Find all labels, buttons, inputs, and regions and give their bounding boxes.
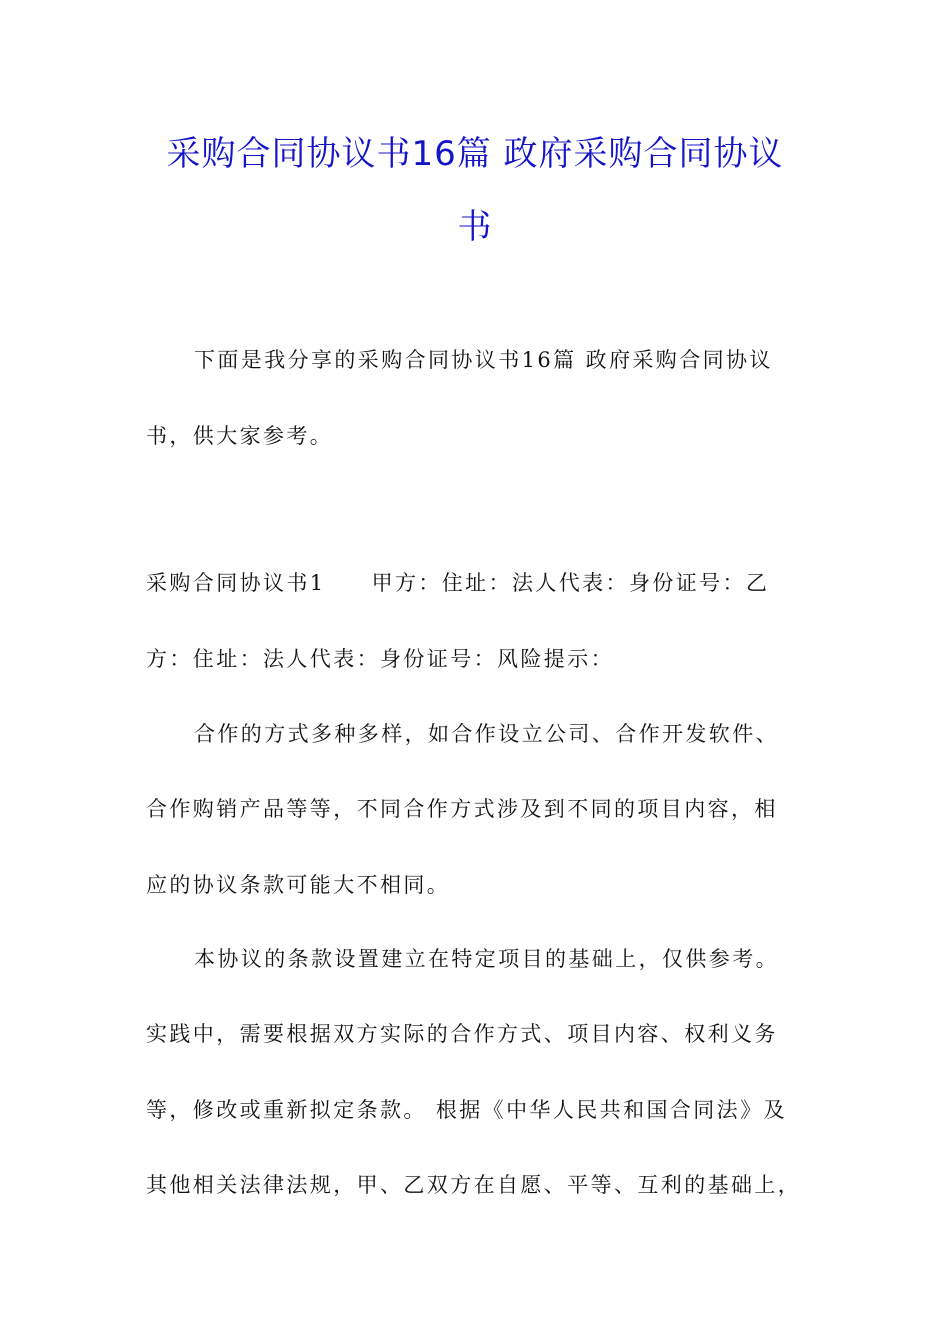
paragraph-2-line-2: 实践中，需要根据双方实际的合作方式、项目内容、权利义务	[146, 1022, 778, 1046]
parties-line-1: 甲方：住址：法人代表：身份证号：乙	[371, 571, 770, 595]
paragraph-1-line-3: 应的协议条款可能大不相同。	[146, 873, 451, 897]
document-title-line-1: 采购合同协议书16篇 政府采购合同协议	[166, 134, 784, 174]
document-title-line-2: 书	[457, 207, 493, 247]
section-heading: 采购合同协议书1	[146, 571, 326, 595]
paragraph-2-line-4: 其他相关法律法规，甲、乙双方在自愿、平等、互利的基础上，	[146, 1173, 802, 1197]
intro-line-2: 书，供大家参考。	[146, 424, 334, 448]
parties-line-2: 方：住址：法人代表：身份证号：风险提示：	[146, 647, 614, 671]
paragraph-2-line-3: 等，修改或重新拟定条款。 根据《中华人民共和国合同法》及	[146, 1098, 787, 1122]
paragraph-1-line-1: 合作的方式多种多样，如合作设立公司、合作开发软件、	[194, 722, 779, 746]
intro-line-1: 下面是我分享的采购合同协议书16篇 政府采购合同协议	[194, 348, 773, 372]
paragraph-1-line-2: 合作购销产品等等，不同合作方式涉及到不同的项目内容，相	[146, 797, 778, 821]
paragraph-2-line-1: 本协议的条款设置建立在特定项目的基础上，仅供参考。	[194, 947, 779, 971]
section-heading-row	[146, 569, 826, 597]
